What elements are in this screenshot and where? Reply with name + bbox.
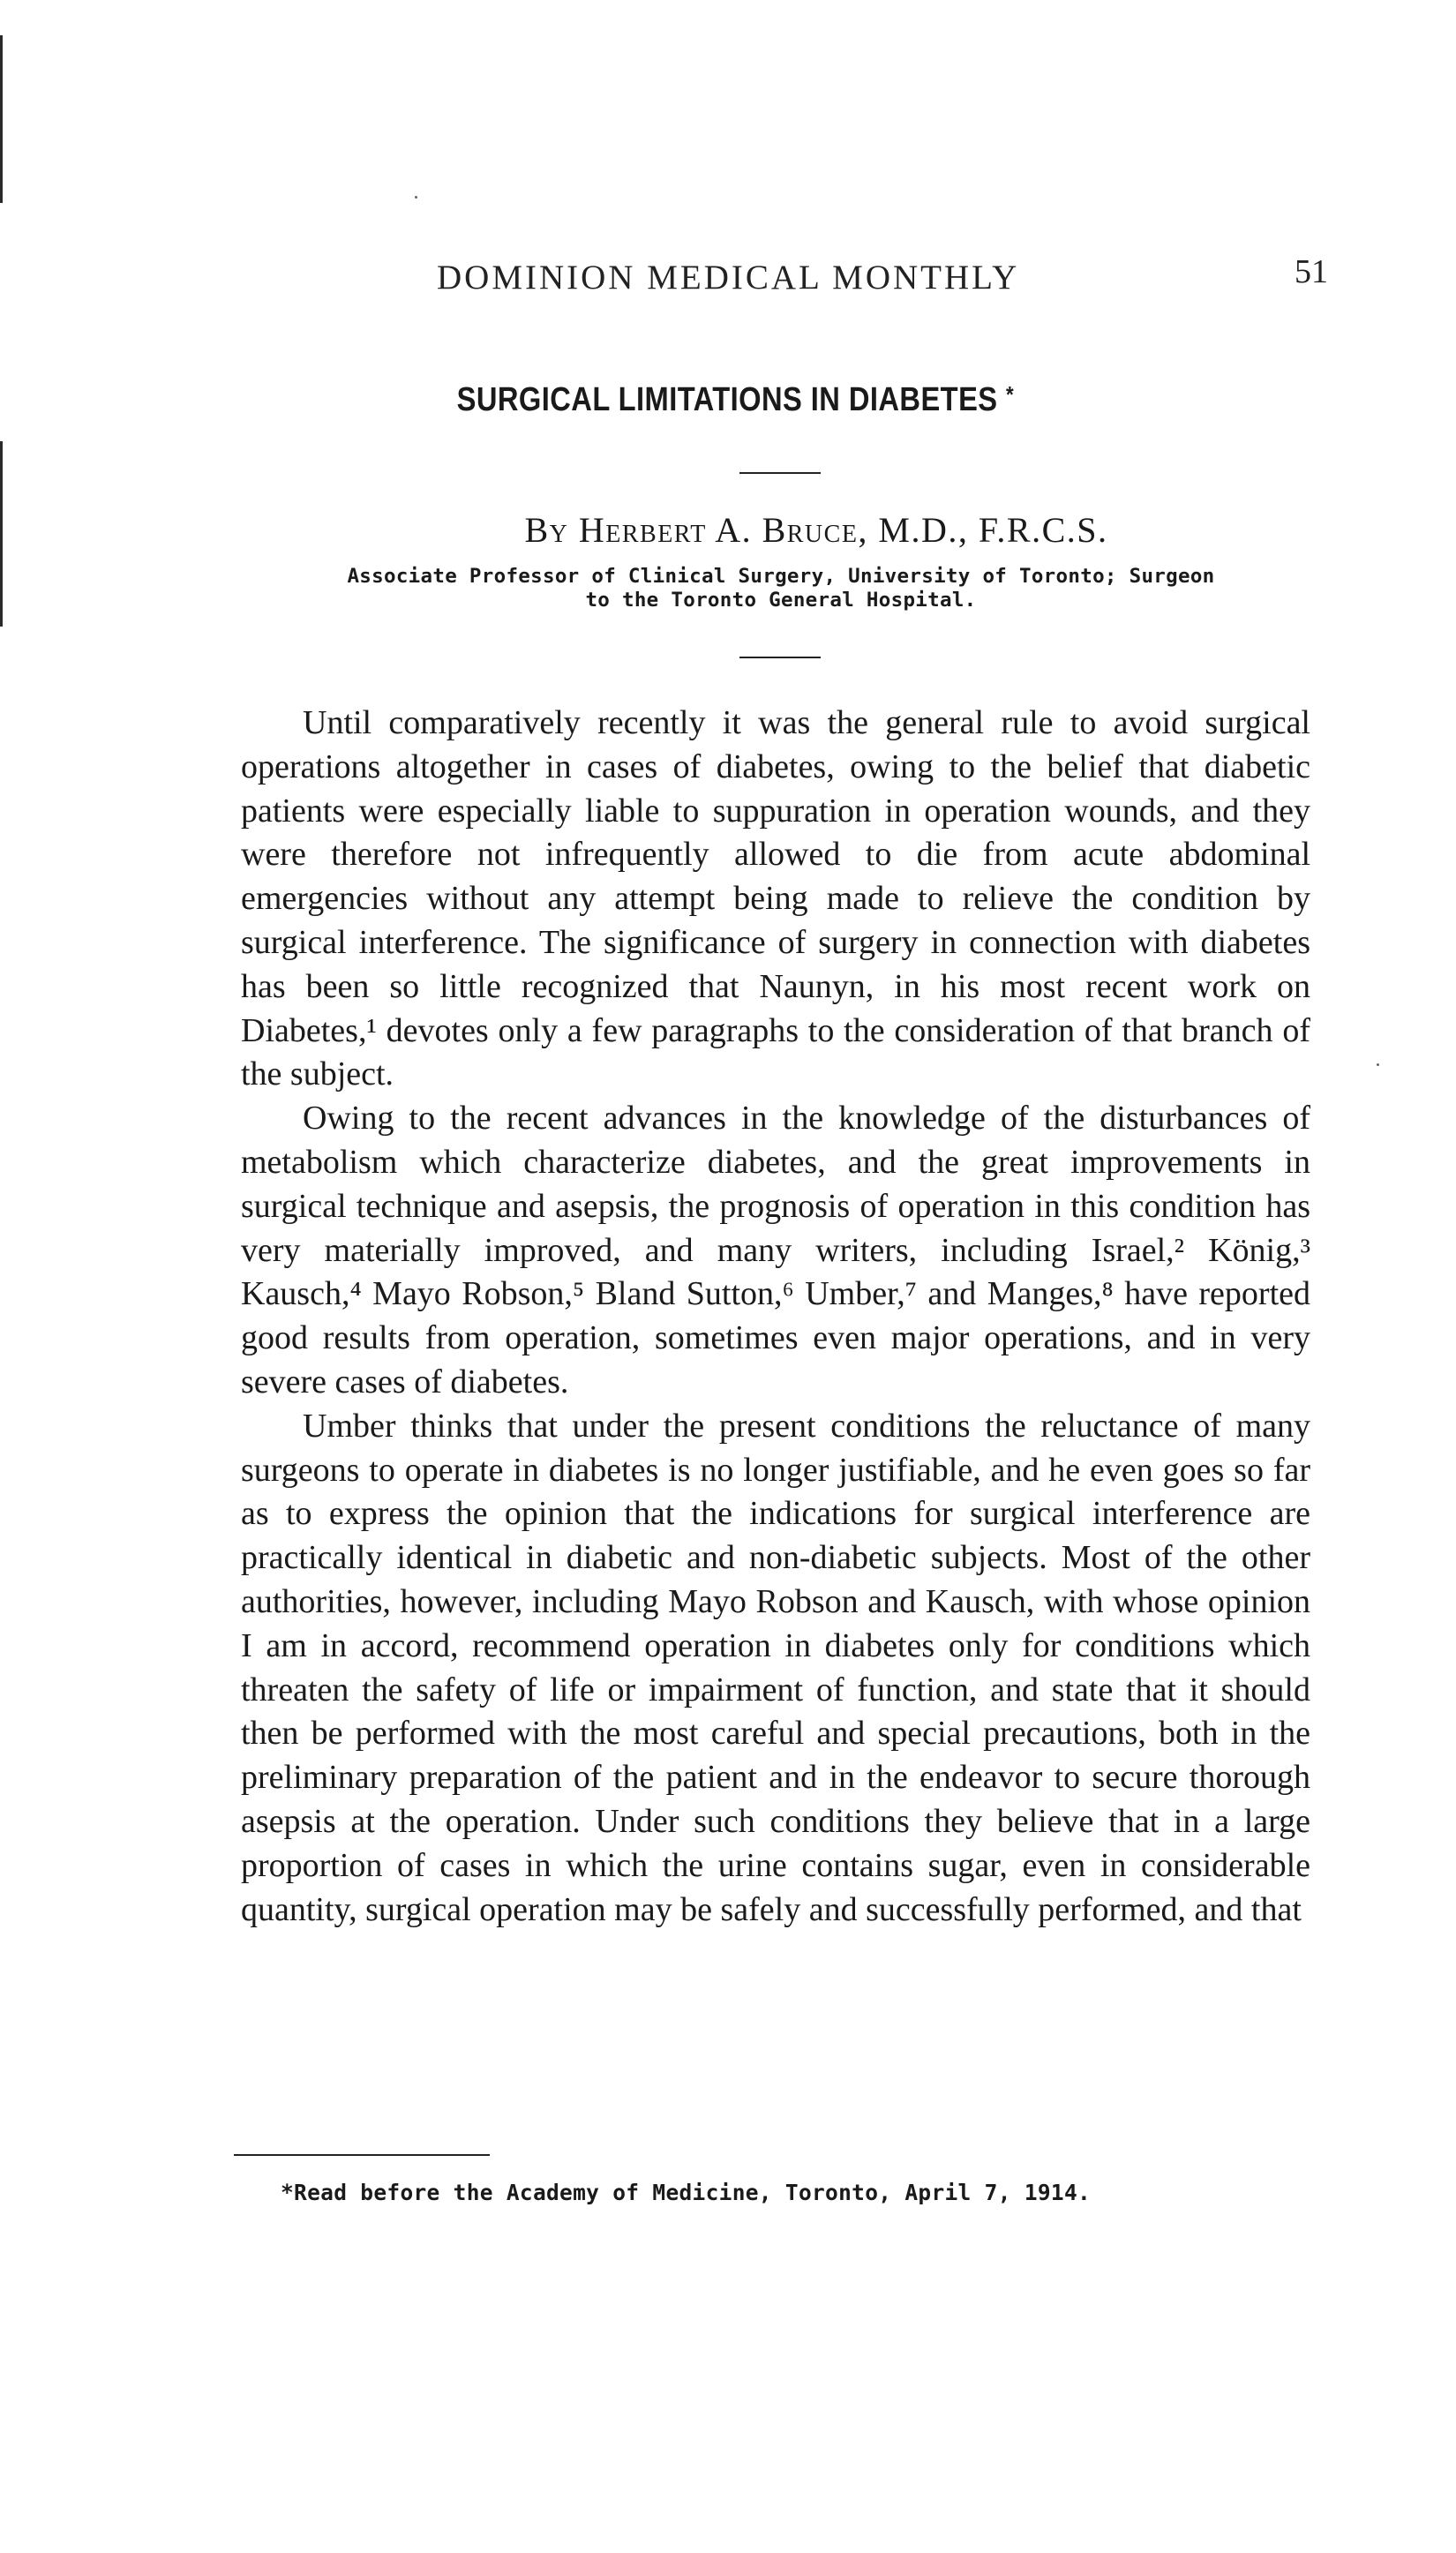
- affiliation-line: Associate Professor of Clinical Surgery, University of Toronto; Surgeon: [347, 565, 1215, 588]
- scan-speck: [415, 196, 417, 199]
- scan-edge-mark: [0, 35, 3, 203]
- footnote-divider: [234, 2154, 490, 2156]
- article-body: [241, 702, 1310, 1932]
- scan-speck: [1377, 1063, 1379, 1066]
- page-number: 51: [1295, 253, 1328, 290]
- author-affiliation: [247, 565, 1315, 612]
- article-title-text: SURGICAL LIMITATIONS IN DIABETES: [456, 381, 998, 418]
- byline-divider: [739, 657, 821, 658]
- author-byline: By Herbert A. Bruce, M.D., F.R.C.S.: [524, 510, 1108, 550]
- footnote: *Read before the Academy of Medicine, Toronto, April 7, 1914.: [281, 2180, 1092, 2205]
- affiliation-line: to the Toronto General Hospital.: [585, 589, 977, 612]
- article-title: [109, 381, 1362, 419]
- running-title: DOMINION MEDICAL MONTHLY: [437, 259, 1020, 297]
- title-footnote-marker: *: [1006, 381, 1015, 408]
- body-paragraph: Owing to the recent advances in the knowledge of the disturbances of metabolism which characterize diabetes, and the great improvements in surgical technique and asepsis, the prognosis of operation in this condition has very materially improved, and many writers, including Israel,² König,³ Kausch,⁴ Mayo Robson,⁵ Bland Sutton,⁶ Umber,⁷ and Manges,⁸ have reported good results from operation, sometimes even major operations, and in very severe cases of diabetes.: [241, 1100, 1310, 1400]
- body-paragraph: Umber thinks that under the present conditions the reluctance of many surgeons to operate in diabetes is no longer justifiable, and he even goes so far as to express the opinion that the indications for surgical interference are practically identical in diabetic and non-diabetic subjects. Most of the other authorities, however, including Mayo Robson and Kausch, with whose opinion I am in accord, recommend operation in diabetes only for conditions which threaten the safety of life or impairment of function, and state that it should then be performed with the most careful and special precautions, both in the preliminary preparation of the patient and in the endeavor to secure thorough asepsis at the operation. Under such conditions they believe that in a large proportion of cases in which the urine contains sugar, even in considerable quantity, surgical operation may be safely and successfully performed, and that: [241, 1407, 1310, 1928]
- title-divider: [739, 472, 821, 474]
- body-paragraph: Until comparatively recently it was the general rule to avoid surgical operations altogether in cases of diabetes, owing to the belief that diabetic patients were especially liable to suppuration in operation wounds, and they were therefore not infrequently allowed to die from acute abdominal emergencies without any attempt being made to relieve the condition by surgical interference. The significance of surgery in connection with diabetes has been so little recognized that Naunyn, in his most recent work on Diabetes,¹ devotes only a few paragraphs to the consideration of that branch of the subject.: [241, 704, 1310, 1093]
